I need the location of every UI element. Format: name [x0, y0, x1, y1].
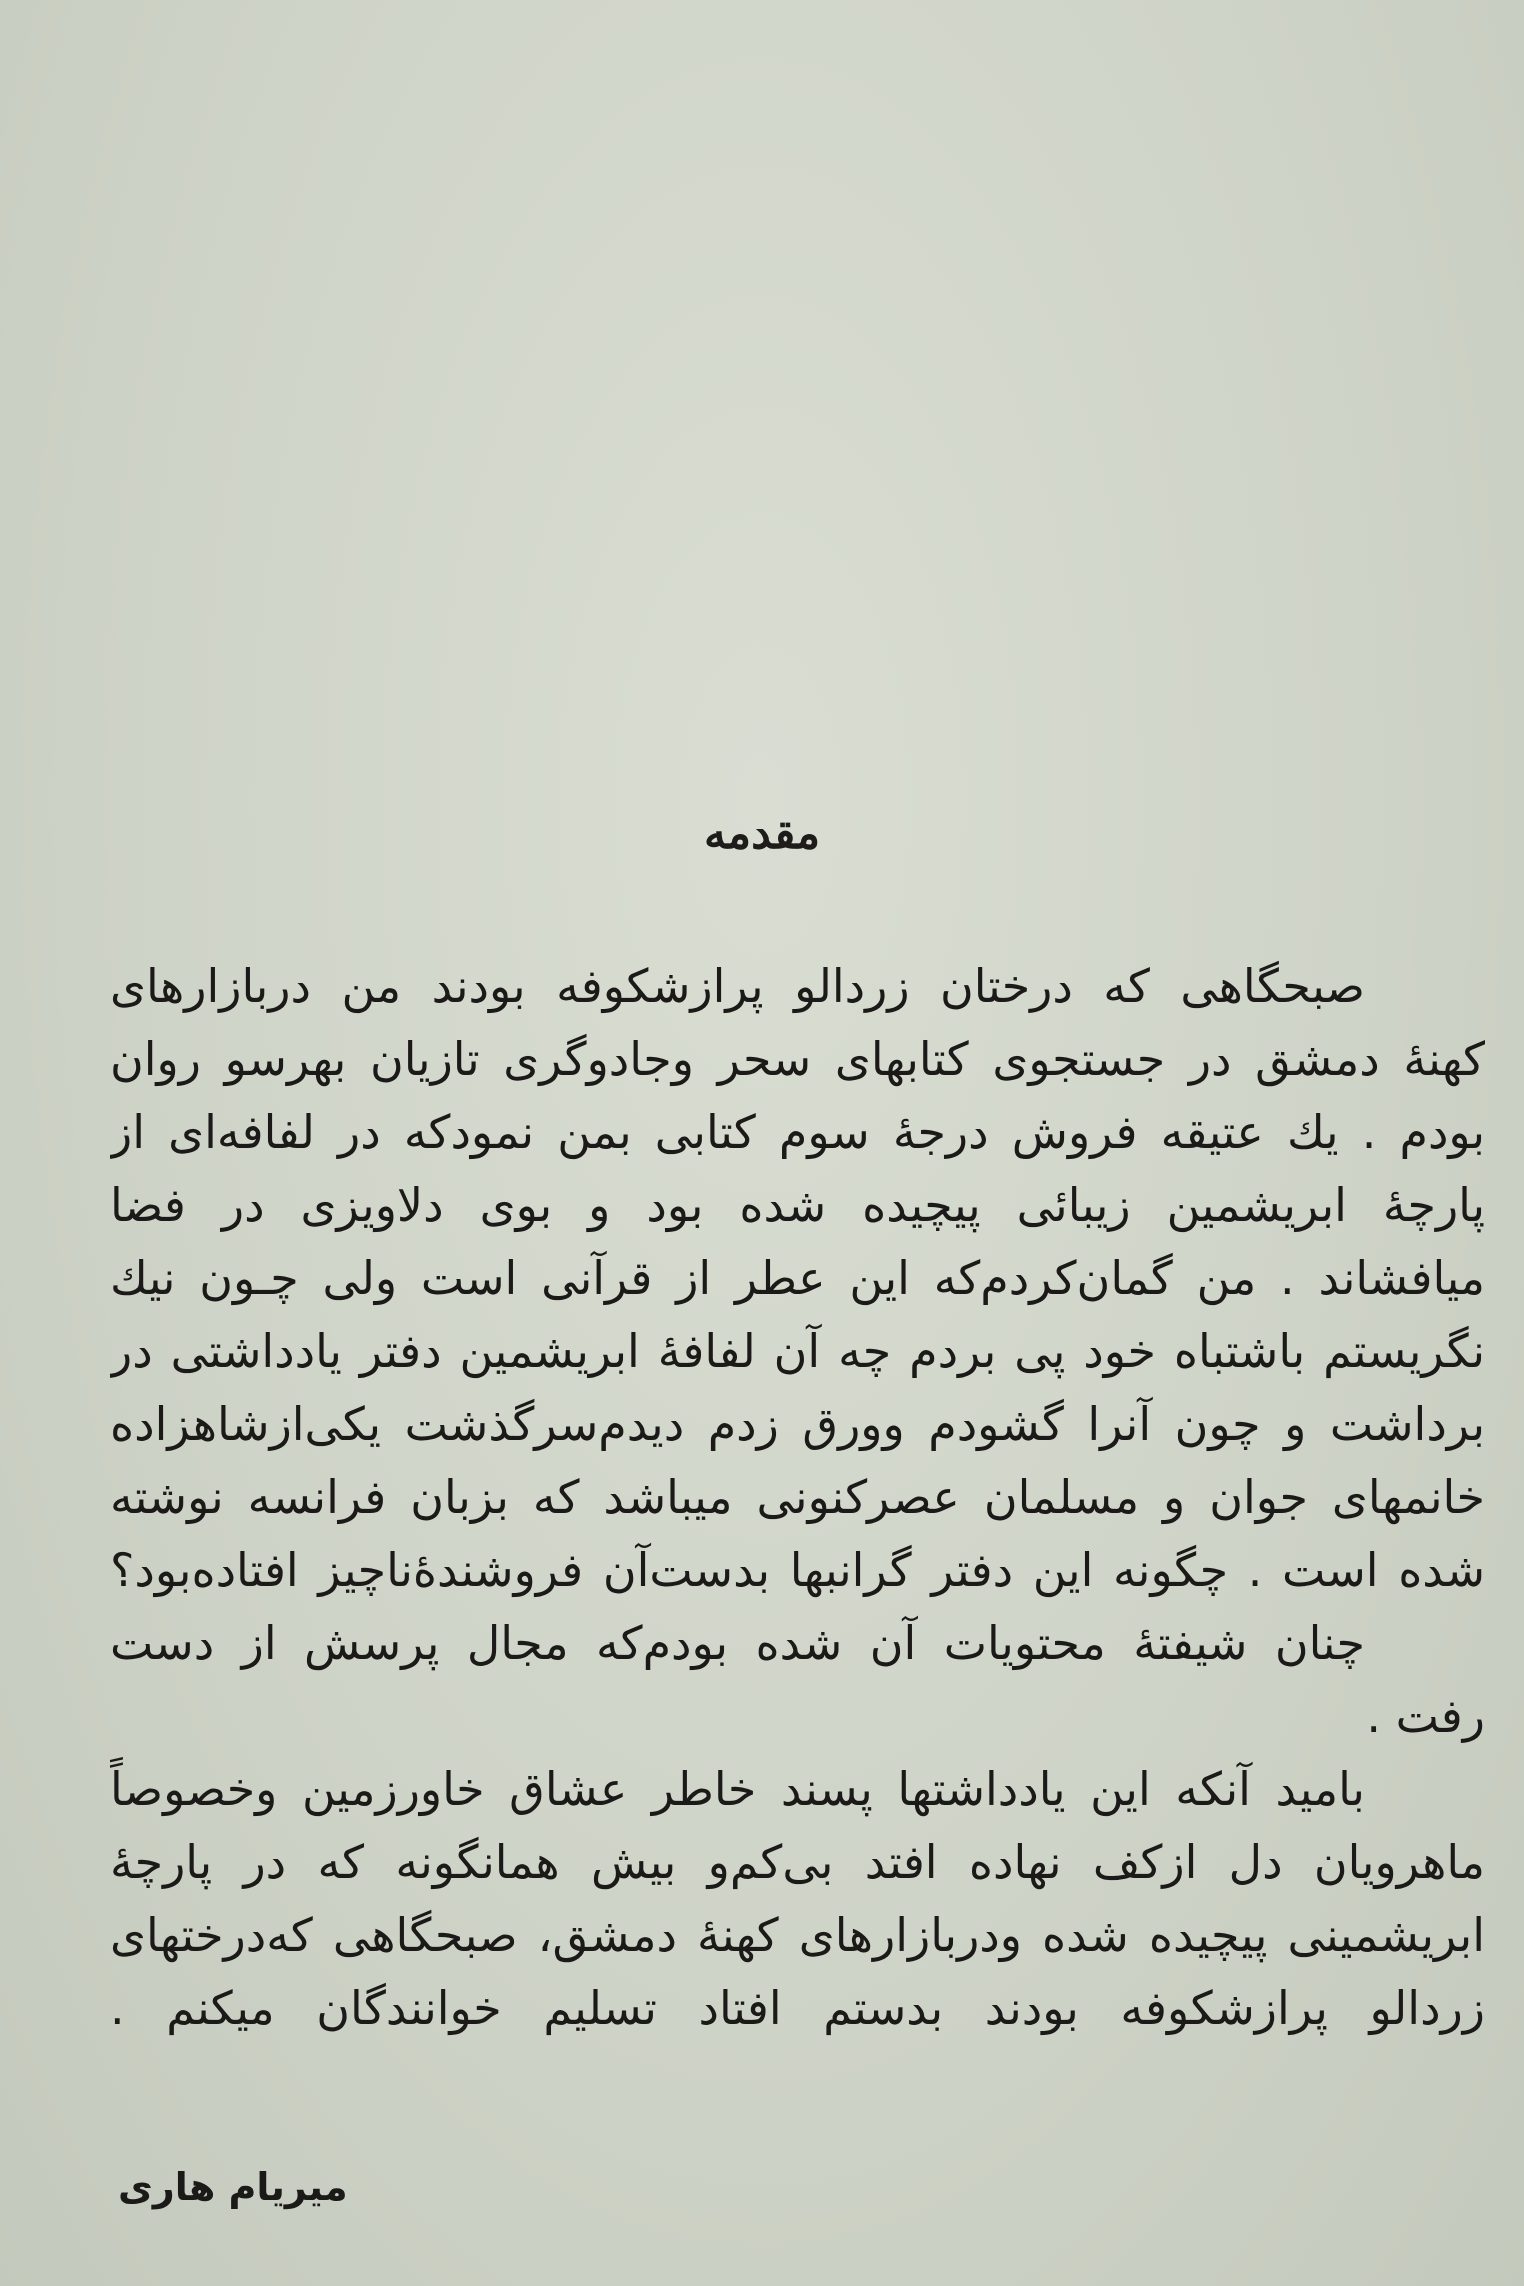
text-line: میافشاند . من گمان‌کردم‌که این عطر از قرآنی است ولی چـون نیك	[110, 1251, 1485, 1305]
text-line: بامید آنکه این یادداشتها پسند خاطر عشاق خاورزمین وخصوصاً	[110, 1762, 1365, 1816]
text-line: بودم . یك عتیقه فروش درجهٔ سوم کتابی بمن نمودکه در لفافه‌ای از	[110, 1105, 1485, 1159]
text-line: برداشت و چون آنرا گشودم وورق زدم دیدم‌سرگذشت یکی‌ازشاهزاده	[110, 1397, 1485, 1451]
text-line: ابریشمینی پیچیده شده ودربازارهای کهنهٔ دمشق، صبحگاهی که‌درختهای	[110, 1908, 1485, 1962]
body-text	[110, 950, 1485, 2045]
text-line: نگریستم باشتباه خود پی بردم چه آن لفافهٔ ابریشمین دفتر یادداشتی در	[110, 1324, 1485, 1378]
text-line: صبحگاهی که درختان زردالو پرازشکوفه بودند من دربازارهای	[110, 959, 1365, 1013]
page-heading: مقدمه	[703, 808, 821, 859]
text-line: خانمهای جوان و مسلمان عصرکنونی میباشد که بزبان فرانسه نوشته	[110, 1470, 1485, 1524]
text-line: چنان شیفتهٔ محتویات آن شده بودم‌که مجال پرسش از دست	[110, 1616, 1365, 1670]
text-line: پارچهٔ ابریشمین زیبائی پیچیده شده بود و بوی دلاویزی در فضا	[110, 1178, 1485, 1232]
author-signature: میریام هاری	[118, 2165, 348, 2209]
text-line: زردالو پرازشکوفه بودند بدستم افتاد تسلیم خوانندگان میکنم .	[110, 1981, 1485, 2035]
text-line: ماهرویان دل ازکف نهاده افتد بی‌کم‌و بیش همانگونه که در پارچهٔ	[110, 1835, 1485, 1889]
text-line: شده است . چگونه این دفتر گرانبها بدست‌آن فروشندهٔ‌ناچیز افتاده‌بود؟	[110, 1543, 1485, 1597]
text-line: کهنهٔ دمشق در جستجوی کتابهای سحر وجادوگری تازیان بهرسو روان	[110, 1032, 1485, 1086]
text-line: رفت .	[1366, 1689, 1485, 1743]
